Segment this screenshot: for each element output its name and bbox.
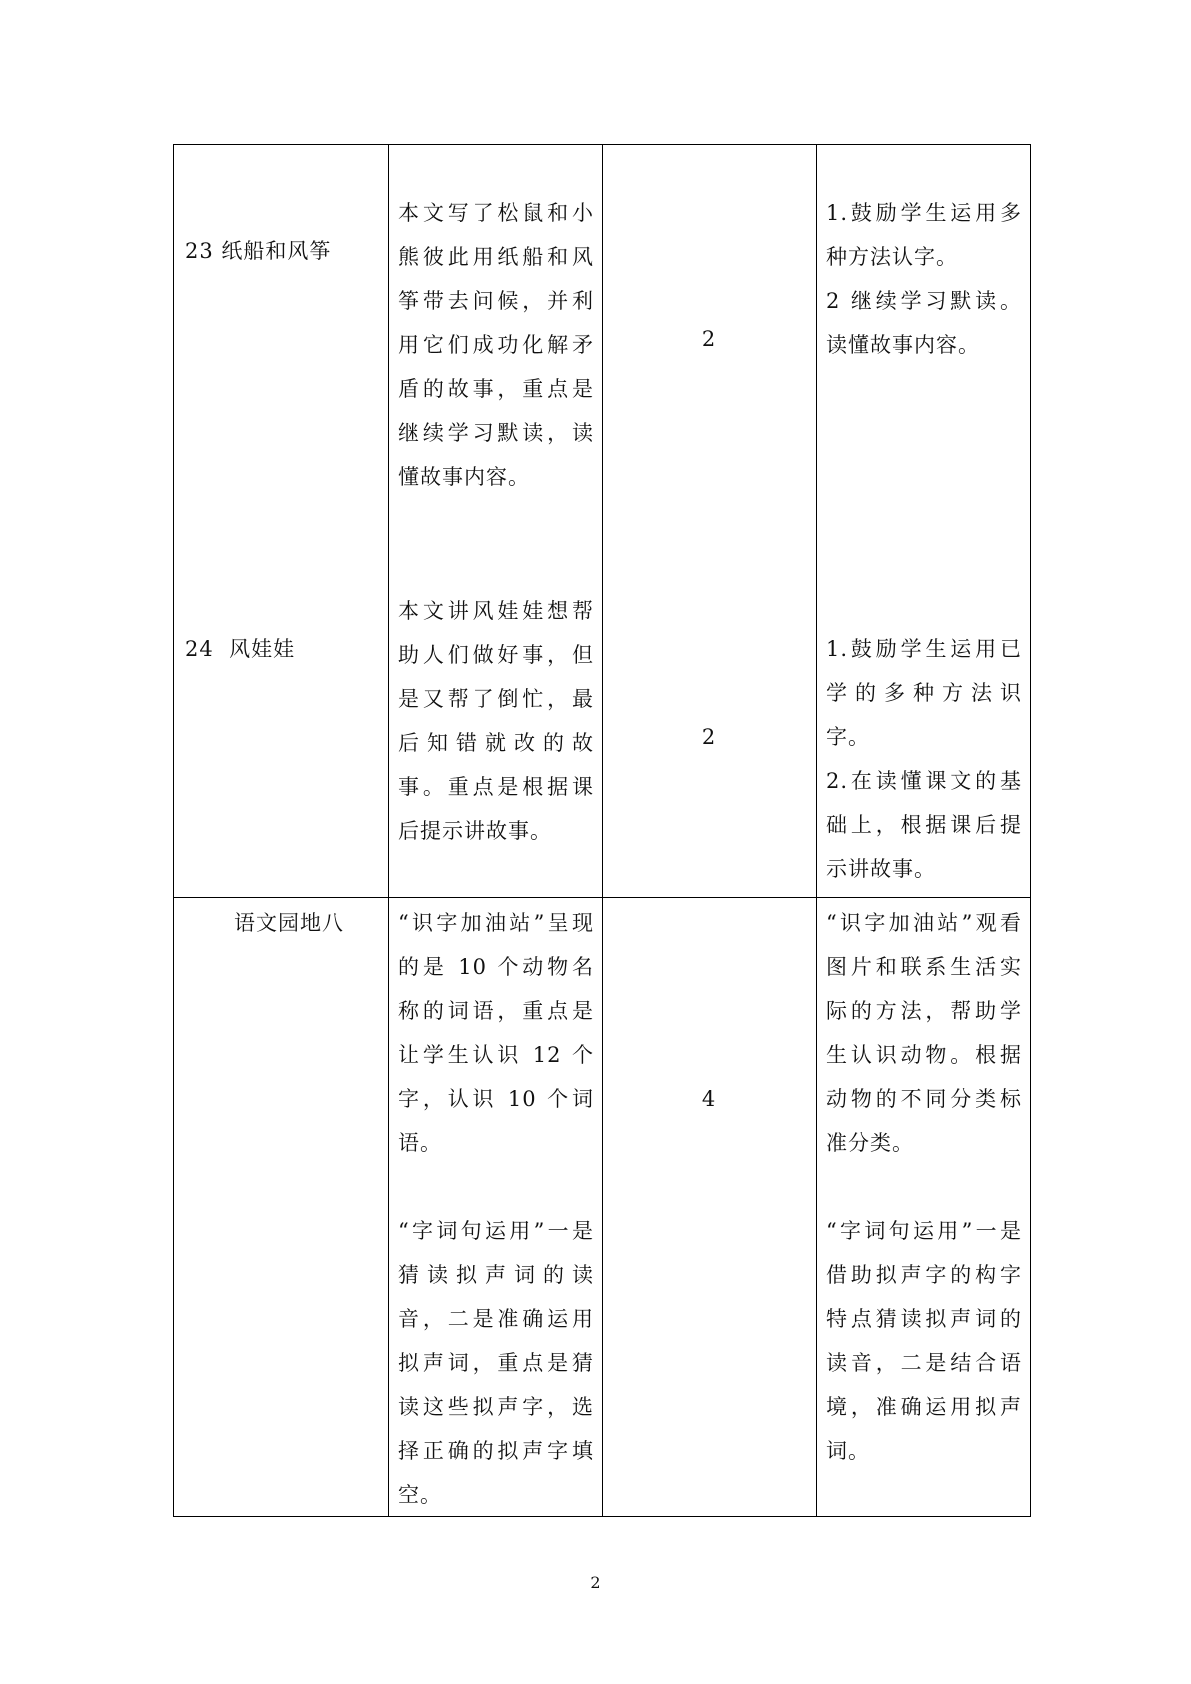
table-row [174,897,1030,1516]
lesson-title: 23 纸船和风筝 [185,239,332,263]
lesson-content: 本文写了松鼠和小熊彼此用纸船和风筝带去问候，并利用它们成功化解矛盾的故事，重点是继续学习默读，读懂故事内容。 [398,201,594,489]
goal-item: 1.鼓励学生运用已学的多种方法识字。 [826,637,1022,749]
content-part: “字词句运用”一是猜读拟声词的读音，二是准确运用拟声词，重点是猜读这些拟声字，选择正确的拟声字填空。 [398,1219,594,1507]
lesson-hours: 2 [701,725,717,749]
lesson-goals [826,901,1022,1473]
lesson-plan-table [173,144,1031,1517]
lesson-hours: 2 [701,327,717,351]
goal-part: “字词句运用”一是借助拟声字的构字特点猜读拟声词的读音，二是结合语境，准确运用拟声词。 [826,1219,1022,1463]
lesson-content: 本文讲风娃娃想帮助人们做好事，但是又帮了倒忙，最后知错就改的故事。重点是根据课后提示讲故事。 [398,599,594,843]
goal-item: 1.鼓励学生运用多种方法认字。 [826,201,1022,269]
content-part: “识字加油站”呈现的是 10 个动物名称的词语，重点是让学生认识 12 个字，认识 10 个词语。 [398,911,594,1155]
lesson-goals [826,191,1022,367]
goal-part: “识字加油站”观看图片和联系生活实际的方法，帮助学生认识动物。根据动物的不同分类标准分类。 [826,911,1022,1155]
goal-item: 2 继续学习默读。读懂故事内容。 [826,289,1022,357]
lesson-hours: 4 [701,1087,717,1111]
table-row [174,145,1030,897]
lesson-title: 24 风娃娃 [185,637,296,661]
goal-item: 2.在读懂课文的基础上，根据课后提示讲故事。 [826,769,1022,881]
lesson-title: 语文园地八 [234,911,344,935]
lesson-content [398,901,594,1517]
page-number: 2 [590,1573,601,1592]
lesson-goals [826,627,1022,891]
